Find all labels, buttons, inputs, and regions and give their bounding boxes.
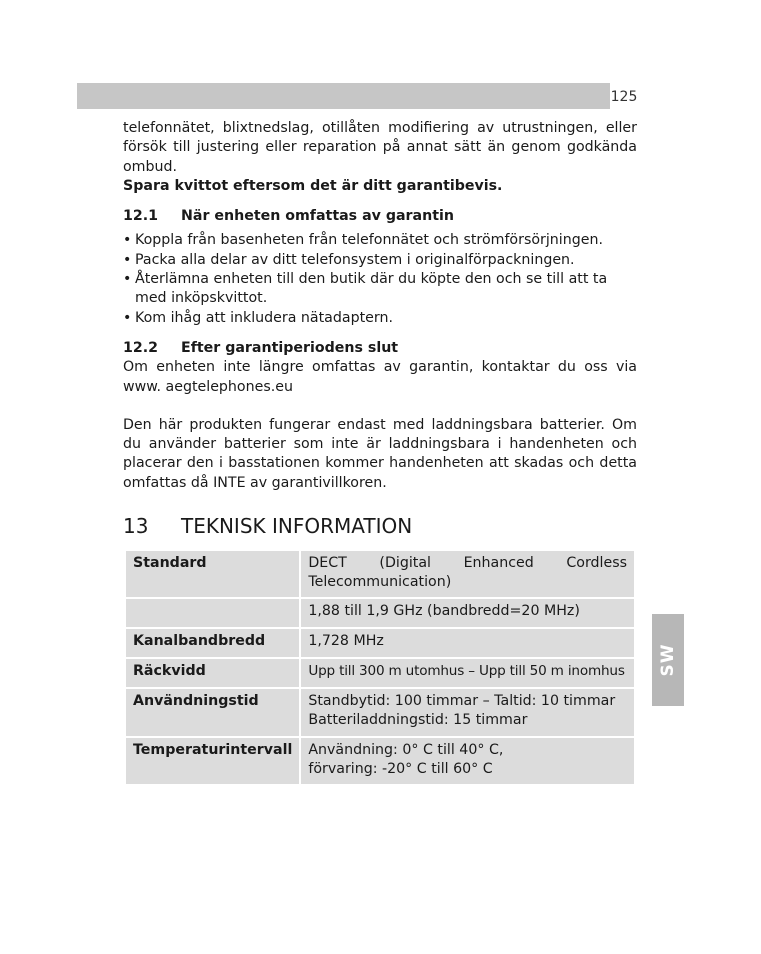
- spec-value-line: Standbytid: 100 timmar – Taltid: 10 timmar: [308, 693, 616, 709]
- spec-label: Standard: [125, 550, 300, 598]
- spec-label: Användningstid: [125, 688, 300, 737]
- page-content: [123, 119, 637, 538]
- contact-paragraph: Om enheten inte längre omfattas av garantin, kontaktar du oss via www. aegtelephones.eu: [123, 359, 637, 395]
- spec-label: Temperaturintervall: [125, 737, 300, 785]
- table-row: [125, 688, 635, 737]
- bullet-icon: •: [123, 232, 132, 249]
- spec-label: [125, 598, 300, 628]
- section-number: 13: [123, 514, 149, 539]
- table-row: [125, 550, 635, 598]
- bullet-icon: •: [123, 271, 132, 288]
- list-item: • Kom ihåg att inkludera nätadaptern.: [123, 309, 637, 328]
- subsection-number: 12.2: [123, 339, 159, 356]
- spec-label: Räckvidd: [125, 658, 300, 688]
- header-bar: [77, 83, 610, 109]
- subsection-number: 12.1: [123, 208, 159, 225]
- page-number: 125: [610, 89, 638, 105]
- section-heading-13: [123, 514, 637, 538]
- list-item: • Koppla från basenheten från telefonnätet och strömförsörjningen.: [123, 231, 637, 250]
- bullet-icon: •: [123, 309, 132, 326]
- language-tab-label: SW: [658, 643, 678, 677]
- subsection-title: När enheten omfattas av garantin: [181, 208, 454, 225]
- spec-value: 1,88 till 1,9 GHz (bandbredd=20 MHz): [300, 598, 635, 628]
- language-tab: [652, 614, 684, 706]
- subsection-heading-12-2: [123, 339, 637, 358]
- intro-paragraph: telefonnätet, blixtnedslag, otillåten modifiering av utrustningen, eller försök till justering eller reparation på annat sätt än genom godkända ombud.: [123, 120, 637, 175]
- list-item: • Återlämna enheten till den butik där du köpte den och se till att ta med inköpskvittot.: [123, 271, 608, 307]
- battery-paragraph: Den här produkten fungerar endast med laddningsbara batterier. Om du använder batterier som inte är laddningsbara i handenheten och placerar den i basstationen kommer handenheten att skadas och detta omfattas då INTE av garantivillkoren.: [123, 416, 637, 491]
- table-row: [125, 598, 635, 628]
- spec-value: DECT (Digital Enhanced Cordless Telecommunication): [300, 550, 635, 598]
- spec-value-line: Användning: 0° C till 40° C,: [308, 742, 504, 758]
- bullet-icon: •: [123, 251, 132, 268]
- spec-value: [300, 737, 635, 785]
- receipt-note: Spara kvittot eftersom det är ditt garantibevis.: [123, 177, 503, 194]
- table-row: [125, 658, 635, 688]
- technical-spec-table: [124, 549, 636, 786]
- subsection-heading-12-1: [123, 207, 637, 226]
- section-title: TEKNISK INFORMATION: [181, 514, 413, 539]
- spec-value-line: Batteriladdningstid: 15 timmar: [308, 712, 528, 729]
- spec-value: 1,728 MHz: [300, 628, 635, 658]
- subsection-title: Efter garantiperiodens slut: [181, 339, 399, 356]
- table-row: [125, 628, 635, 658]
- table-row: [125, 737, 635, 785]
- spec-label: Kanalbandbredd: [125, 628, 300, 658]
- spec-value: Upp till 300 m utomhus – Upp till 50 m inomhus: [300, 658, 635, 688]
- list-item: • Packa alla delar av ditt telefonsystem i originalförpackningen.: [123, 251, 637, 270]
- warranty-steps-list: [123, 231, 637, 327]
- spec-value: [300, 688, 635, 737]
- spec-value-line: förvaring: -20° C till 60° C: [308, 761, 493, 778]
